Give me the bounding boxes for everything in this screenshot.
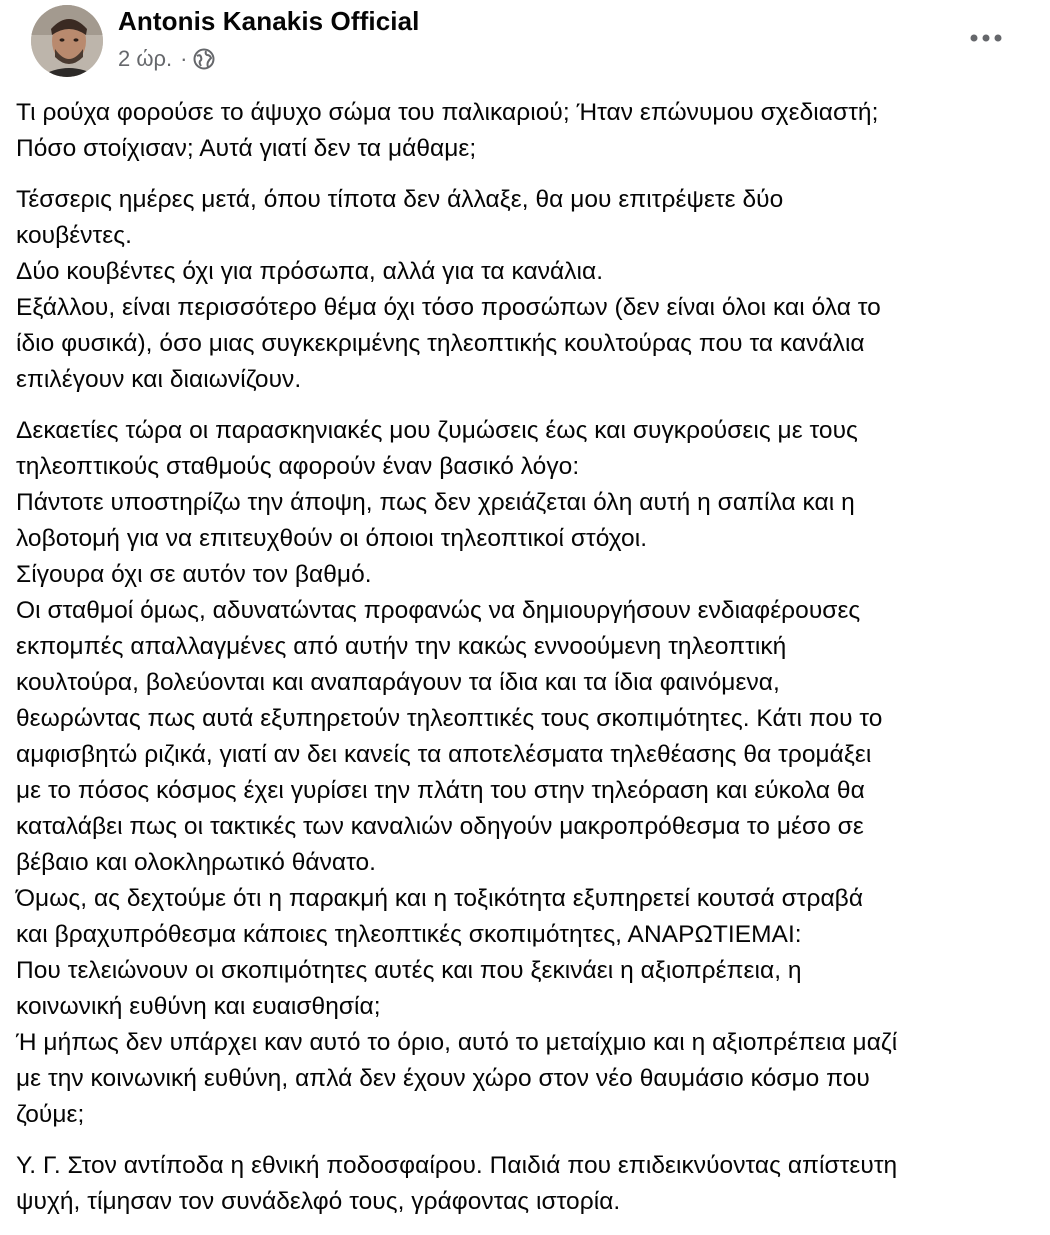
post-text-line: ίδιο φυσικά), όσο μιας συγκεκριμένης τηλεοπτικής κουλτούρας που τα κανάλια <box>16 330 865 357</box>
post-text-line: καταλάβει πως οι τακτικές των καναλιών οδηγούν μακροπρόθεσμα το μέσο σε <box>16 813 864 840</box>
post-text-line: Εξάλλου, είναι περισσότερο θέμα όχι τόσο προσώπων (δεν είναι όλοι και όλα το <box>16 294 881 321</box>
post-paragraph <box>16 413 1036 1133</box>
post-timestamp[interactable]: 2 ώρ. <box>118 46 173 71</box>
post-text-line: Πάντοτε υποστηρίζω την άποψη, πως δεν χρειάζεται όλη αυτή η σαπίλα και η <box>16 489 855 516</box>
post-text-line: κουβέντες. <box>16 222 132 249</box>
post-paragraph <box>16 95 1036 167</box>
post-text-line: Που τελειώνουν οι σκοπιμότητες αυτές και που ξεκινάει η αξιοπρέπεια, η <box>16 957 802 984</box>
post-meta <box>118 46 215 72</box>
post-text-line: εκπομπές απαλλαγμένες από αυτήν την κακώς εννοούμενη τηλεοπτική <box>16 633 787 660</box>
post-text-line: Οι σταθμοί όμως, αδυνατώντας προφανώς να δημιουργήσουν ενδιαφέρουσες <box>16 597 861 624</box>
post-text-line: επιλέγουν και διαιωνίζουν. <box>16 366 302 393</box>
avatar-photo <box>31 5 103 77</box>
post-text-line: βέβαιο και ολοκληρωτικό θάνατο. <box>16 849 377 876</box>
post-text-line: Όμως, ας δεχτούμε ότι η παρακμή και η τοξικότητα εξυπηρετεί κουτσά στραβά <box>16 885 864 912</box>
post-paragraph <box>16 1148 1036 1220</box>
post-text-line: Τέσσερις ημέρες μετά, όπου τίποτα δεν άλλαξε, θα μου επιτρέψετε δύο <box>16 186 784 213</box>
post-text-line: Τι ρούχα φορούσε το άψυχο σώμα του παλικαριού; Ήταν επώνυμου σχεδιαστή; <box>16 99 879 126</box>
post-header <box>16 0 1034 88</box>
author-avatar[interactable] <box>31 5 103 77</box>
post-text-line: Πόσο στοίχισαν; Αυτά γιατί δεν τα μάθαμε; <box>16 135 477 162</box>
post-text-line: με την κοινωνική ευθύνη, απλά δεν έχουν χώρο στον νέο θαυμάσιο κόσμο που <box>16 1065 870 1092</box>
more-options-icon[interactable] <box>966 22 1006 54</box>
post-text-line: κουλτούρα, βολεύονται και αναπαράγουν τα ίδια και τα ίδια φαινόμενα, <box>16 669 780 696</box>
author-name[interactable]: Antonis Kanakis Official <box>118 6 420 36</box>
globe-icon[interactable] <box>193 48 215 70</box>
post-text-line: τηλεοπτικούς σταθμούς αφορούν έναν βασικό λόγο: <box>16 453 580 480</box>
post-text-line: Υ. Γ. Στον αντίποδα η εθνική ποδοσφαίρου. Παιδιά που επιδεικνύοντας απίστευτη <box>16 1152 898 1179</box>
post-text-line: κοινωνική ευθύνη και ευαισθησία; <box>16 993 381 1020</box>
meta-separator: · <box>180 46 188 71</box>
post-text-line: θεωρώντας πως αυτά εξυπηρετούν τηλεοπτικές τους σκοπιμότητες. Κάτι που το <box>16 705 883 732</box>
post-text-line: Ή μήπως δεν υπάρχει καν αυτό το όριο, αυτό το μεταίχμιο και η αξιοπρέπεια μαζί <box>16 1029 898 1056</box>
post-text-line: Δύο κουβέντες όχι για πρόσωπα, αλλά για τα κανάλια. <box>16 258 604 285</box>
post-text-line: με το πόσος κόσμος έχει γυρίσει την πλάτη του στην τηλεόραση και εύκολα θα <box>16 777 865 804</box>
post-text-line: Δεκαετίες τώρα οι παρασκηνιακές μου ζυμώσεις έως και συγκρούσεις με τους <box>16 417 858 444</box>
post-text-line: λοβοτομή για να επιτευχθούν οι όποιοι τηλεοπτικοί στόχοι. <box>16 525 648 552</box>
post-text-line: ζούμε; <box>16 1101 85 1128</box>
post-text-line: ψυχή, τίμησαν τον συνάδελφό τους, γράφοντας ιστορία. <box>16 1188 621 1215</box>
post-text-line: Σίγουρα όχι σε αυτόν τον βαθμό. <box>16 561 372 588</box>
post-text-line: αμφισβητώ ριζικά, γιατί αν δει κανείς τα αποτελέσματα τηλεθέασης θα τρομάξει <box>16 741 872 768</box>
post-text <box>16 95 1036 1235</box>
post-paragraph <box>16 182 1036 398</box>
post-text-line: και βραχυπρόθεσμα κάποιες τηλεοπτικές σκοπιμότητες, ΑΝΑΡΩΤΙΕΜΑΙ: <box>16 921 802 948</box>
